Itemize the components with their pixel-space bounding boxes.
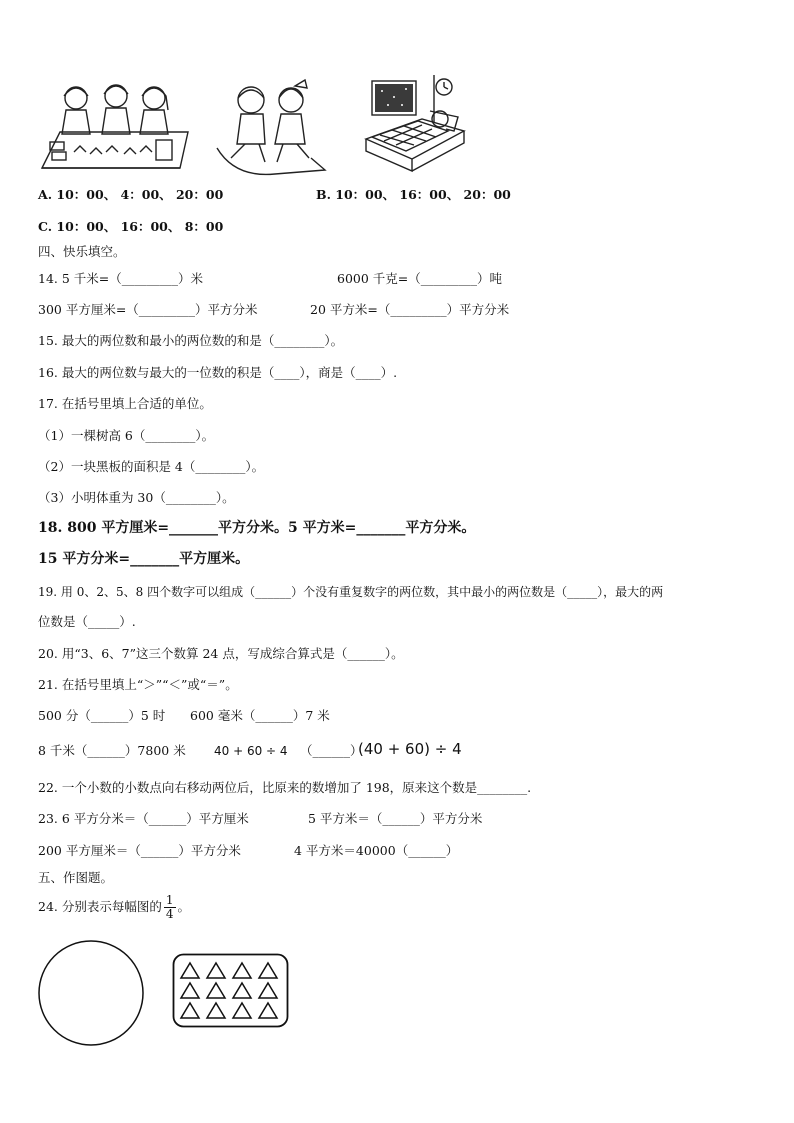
q15-text: 15. 最大的两位数和最小的两位数的和是（________）。 xyxy=(38,333,344,348)
q24-suffix: 。 xyxy=(177,899,191,914)
triangles-figure[interactable] xyxy=(172,953,290,1029)
triangle-shape xyxy=(181,983,199,998)
q18-line-1: 18. 800 平方厘米=_______平方分米。5 平方米=_______平方分米。 xyxy=(38,520,476,536)
triangle-shape xyxy=(259,1003,277,1018)
q14-c: 300 平方厘米=（_________）平方分米 xyxy=(38,302,258,317)
q21-expression-2: (40 + 60) ÷ 4 xyxy=(358,740,462,758)
q21-expression-1: 40 + 60 ÷ 4 xyxy=(214,744,288,758)
q17-item-2: （2）一块黑板的面积是 4（________）。 xyxy=(38,459,265,474)
triangle-shape xyxy=(207,963,225,978)
q21-b: 600 毫米（______）7 米 xyxy=(190,708,330,723)
q21-c: 8 千米（______）7800 米 xyxy=(38,743,186,758)
q20-text: 20. 用“3、6、7”这三个数算 24 点，写成综合算式是（______）。 xyxy=(38,646,404,661)
q18-line-2: 15 平方分米=_______平方厘米。 xyxy=(38,551,250,567)
triangle-shape xyxy=(181,963,199,978)
fraction-numerator: 1 xyxy=(165,893,174,907)
q14-a: 14. 5 千米=（_________）米 xyxy=(38,271,204,286)
q14-b: 6000 千克=（_________）吨 xyxy=(337,271,503,286)
q17-title: 17. 在括号里填上合适的单位。 xyxy=(38,396,212,411)
q17-item-1: （1）一棵树高 6（________）。 xyxy=(38,428,215,443)
q13-option-c[interactable]: C. 10：00、 16：00、 8：00 xyxy=(38,219,224,234)
triangle-shape xyxy=(259,983,277,998)
triangle-shape xyxy=(233,1003,251,1018)
q23-c: 200 平方厘米＝（______）平方分米 xyxy=(38,843,241,858)
triangle-shape xyxy=(207,1003,225,1018)
q14-d: 20 平方米=（_________）平方分米 xyxy=(310,302,510,317)
q22-text: 22. 一个小数的小数点向右移动两位后，比原来的数增加了 198，原来这个数是________. xyxy=(38,780,532,795)
one-quarter-fraction xyxy=(164,894,176,921)
section-4-title: 四、快乐填空。 xyxy=(38,244,126,259)
q13-option-a[interactable]: A. 10：00、 4：00、 20：00 xyxy=(38,187,224,202)
q21-a: 500 分（______）5 时 xyxy=(38,708,166,723)
q24-text xyxy=(38,892,190,922)
circle-figure[interactable] xyxy=(36,938,146,1048)
q21-title: 21. 在括号里填上“＞”“＜”或“＝”。 xyxy=(38,677,238,692)
child-sleeping-illustration xyxy=(362,75,472,175)
q17-item-3: （3）小明体重为 30（________）。 xyxy=(38,490,235,505)
triangle-shape xyxy=(181,1003,199,1018)
triangle-shape xyxy=(233,983,251,998)
triangle-shape xyxy=(207,983,225,998)
triangle-shape xyxy=(233,963,251,978)
q13-option-b[interactable]: B. 10：00、 16：00、 20：00 xyxy=(316,187,511,202)
q19-line-2: 位数是（_____）. xyxy=(38,614,136,629)
triangle-shape xyxy=(259,963,277,978)
fraction-denominator: 4 xyxy=(165,907,174,921)
children-crafting-illustration xyxy=(40,80,190,170)
q19-line-1: 19. 用 0、2、5、8 四个数字可以组成（______）个没有重复数字的两位数，其中最小的两位数是（_____），最大的两 xyxy=(38,585,664,599)
q23-b: 5 平方米＝（______）平方分米 xyxy=(308,811,483,826)
q24-prefix: 24. 分别表示每幅图的 xyxy=(38,899,162,914)
q21-blank: （______） xyxy=(300,743,363,758)
q16-text: 16. 最大的两位数与最大的一位数的积是（____），商是（____）. xyxy=(38,365,398,380)
q23-a: 23. 6 平方分米＝（______）平方厘米 xyxy=(38,811,249,826)
q23-d: 4 平方米＝40000（______） xyxy=(294,843,459,858)
children-walking-illustration xyxy=(215,78,335,178)
section-5-title: 五、作图题。 xyxy=(38,870,114,885)
